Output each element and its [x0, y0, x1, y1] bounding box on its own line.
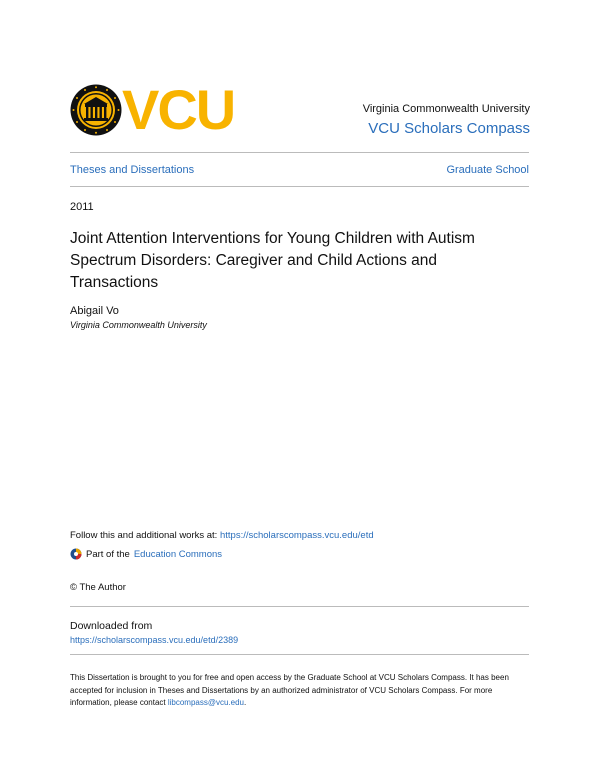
divider: [70, 606, 529, 607]
publication-year: 2011: [70, 201, 94, 213]
follow-line: [70, 530, 374, 541]
education-commons-link[interactable]: Education Commons: [133, 548, 223, 560]
vcu-logo: [70, 78, 255, 141]
follow-url-link[interactable]: https://scholarscompass.vcu.edu/etd: [219, 530, 374, 541]
notice-text: This Dissertation is brought to you for free and open access by the Graduate School at VCU Scholars Compass. It has been accepted for inclusion in Theses and Dissertations by an authorized administrator of VCU Scholars Compass. For more information, please contact: [70, 673, 509, 707]
contact-email-link[interactable]: libcompass@vcu.edu: [167, 698, 244, 707]
document-title: Joint Attention Interventions for Young Children with Autism Spectrum Disorders: Caregiver and Child Actions and Transactions: [70, 230, 475, 291]
author-name: Abigail Vo: [70, 305, 119, 317]
divider: [70, 152, 529, 153]
vcu-wordmark: VCU: [122, 78, 235, 141]
school-link[interactable]: Graduate School: [446, 164, 529, 176]
access-notice: [70, 672, 532, 710]
notice-end: .: [244, 698, 247, 707]
university-name: Virginia Commonwealth University: [362, 103, 530, 115]
downloaded-from-label: Downloaded from: [70, 620, 153, 632]
divider: [70, 186, 529, 187]
follow-label: Follow this and additional works at:: [70, 530, 220, 541]
download-url-link[interactable]: https://scholarscompass.vcu.edu/etd/2389: [70, 635, 239, 645]
copyright: © The Author: [70, 582, 126, 593]
network-icon: [70, 548, 82, 560]
divider: [70, 654, 529, 655]
part-of-line: [70, 548, 222, 560]
repository-name[interactable]: VCU Scholars Compass: [368, 120, 530, 137]
collection-link[interactable]: Theses and Dissertations: [70, 164, 195, 176]
part-of-label: Part of the: [86, 548, 130, 560]
author-affiliation: Virginia Commonwealth University: [70, 320, 207, 330]
vcu-seal-icon: [70, 84, 122, 136]
